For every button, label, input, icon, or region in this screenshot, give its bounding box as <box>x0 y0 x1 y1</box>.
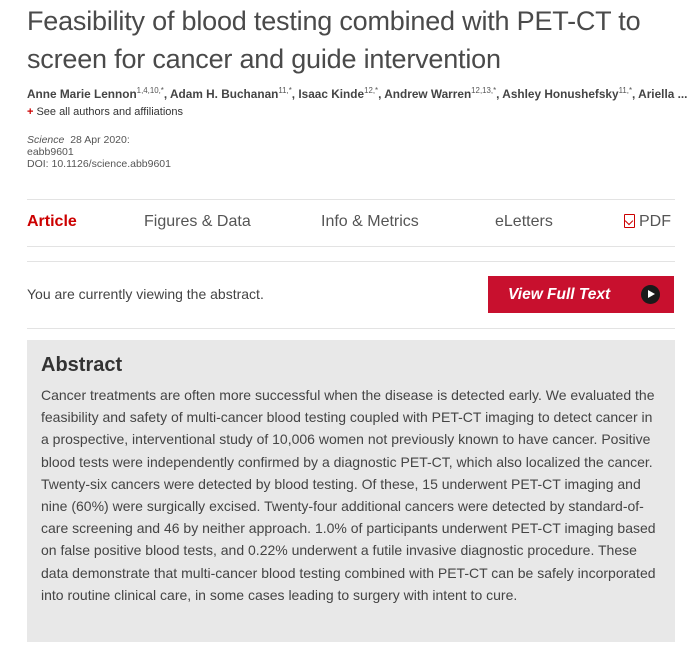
abstract-heading: Abstract <box>41 354 123 376</box>
publication-date: 28 Apr 2020: <box>70 134 130 146</box>
author-link[interactable]: Anne Marie Lennon$^{1,4,10,*}$ <box>27 86 164 101</box>
tab-pdf[interactable]: PDF <box>624 213 671 231</box>
author-link[interactable]: Isaac Kinde$^{12,*}$ <box>298 86 379 101</box>
article-id: eabb9601 <box>27 146 74 158</box>
doi[interactable]: DOI: 10.1126/science.abb9601 <box>27 158 171 170</box>
viewing-status-text: You are currently viewing the abstract. <box>27 286 264 302</box>
author-list: Anne Marie Lennon$^{1,4,10,*}$, Adam H. Buchanan$^{11,*}$, Isaac Kinde$^{12,*}$, Andrew Warren$^{12,13,*}$, Ashley Honushefsky$^{11,*}$, Ariella ... <box>27 86 688 101</box>
article-tabs <box>27 199 675 247</box>
journal-name: Science <box>27 134 65 146</box>
view-full-text-label: View Full Text <box>508 286 611 303</box>
abstract-body: Cancer treatments are often more successful when the disease is detected early. We evaluated the feasibility and safety of multi-cancer blood testing coupled with PET-CT imaging to detect cancer in a prospective, interventional study of 10,006 women not previously known to have cancer. Positive blood tests were independently confirmed by a diagnostic PET-CT, which also localized the cancer. Twenty-six cancers were detected by blood testing. Of these, 15 underwent PET-CT imaging and nine (60%) were surgically excised. Twenty-four additional cancers were detected by standard-of-care screening and 46 by neither approach. 1.0% of participants underwent PET-CT imaging based on false positive blood tests, and 0.22% underwent a futile invasive diagnostic procedure. These data demonstrate that multi-cancer blood testing combined with PET-CT can be safely incorporated into routine clinical care, in some cases leading to surgery with intent to cure. <box>41 387 656 603</box>
tab-figures-data[interactable]: Figures & Data <box>144 213 251 230</box>
view-full-text-button[interactable] <box>488 276 674 313</box>
author-link[interactable]: Andrew Warren$^{12,13,*}$ <box>384 86 497 101</box>
abstract-panel <box>27 340 675 642</box>
article-title: Feasibility of blood testing combined with PET-CT to screen for cancer and guide intervention <box>27 6 641 74</box>
tab-info-metrics[interactable]: Info & Metrics <box>321 213 419 230</box>
viewing-bar <box>27 261 675 329</box>
plus-icon: + <box>27 106 34 118</box>
tab-article[interactable]: Article <box>27 213 77 230</box>
see-all-authors-link[interactable]: + See all authors and affiliations <box>27 106 183 118</box>
author-link[interactable]: Ariella ... <box>638 87 688 101</box>
play-icon <box>641 285 660 304</box>
citation-meta <box>27 134 171 170</box>
author-link[interactable]: Adam H. Buchanan$^{11,*}$ <box>169 86 292 101</box>
author-link[interactable]: Ashley Honushefsky$^{11,*}$ <box>502 86 633 101</box>
pdf-icon <box>624 214 635 228</box>
tab-eletters[interactable]: eLetters <box>495 213 553 230</box>
